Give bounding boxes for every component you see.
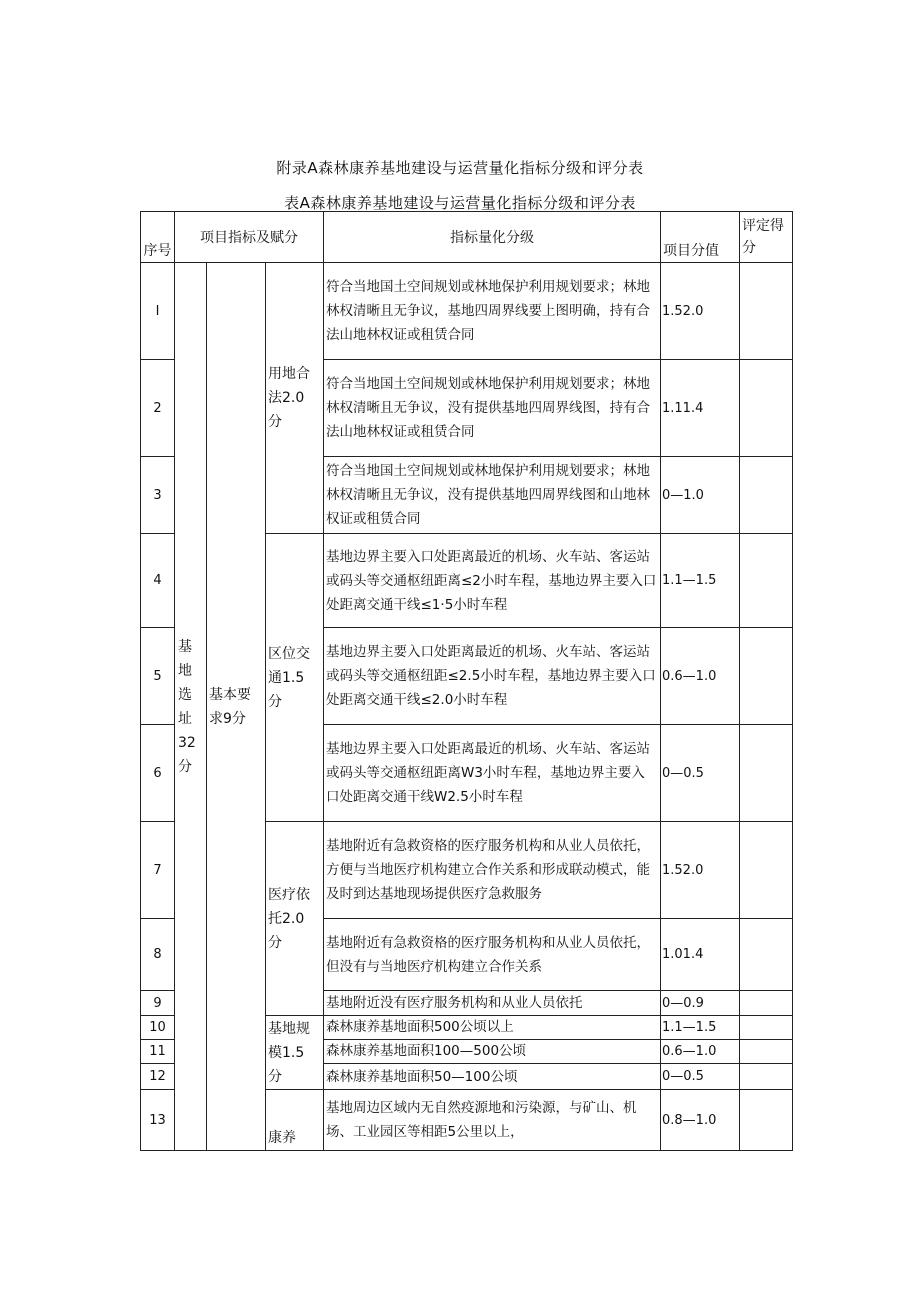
evaluation-cell[interactable] <box>740 1040 793 1064</box>
seq-cell: 9 <box>141 991 175 1016</box>
category-location: 区位交通1.5分 <box>266 534 324 822</box>
page-title: 附录A森林康养基地建设与运营量化指标分级和评分表 <box>276 159 644 177</box>
seq-cell: 12 <box>141 1064 175 1090</box>
category-level1: 基地选址32分 <box>175 263 207 1151</box>
header-score: 项目分值 <box>661 212 740 263</box>
grading-desc: 森林康养基地面积50—100公顷 <box>324 1064 661 1090</box>
seq-cell: 11 <box>141 1040 175 1064</box>
score-cell: 0—0.5 <box>661 725 740 822</box>
evaluation-cell[interactable] <box>740 822 793 919</box>
grading-desc: 森林康养基地面积500公顷以上 <box>324 1016 661 1040</box>
score-cell: 1.11.4 <box>661 360 740 457</box>
score-cell: 1.52.0 <box>661 263 740 360</box>
scoring-table <box>140 211 793 1151</box>
seq-cell: 6 <box>141 725 175 822</box>
evaluation-cell[interactable] <box>740 991 793 1016</box>
seq-cell: 8 <box>141 919 175 991</box>
seq-cell: 5 <box>141 628 175 725</box>
score-cell: 0.6—1.0 <box>661 1040 740 1064</box>
grading-desc: 基地周边区域内无自然疫源地和污染源，与矿山、机场、工业园区等相距5公里以上， <box>324 1090 661 1151</box>
grading-desc: 符合当地国土空间规划或林地保护利用规划要求；林地林权清晰且无争议，没有提供基地四周界线图和山地林权证或租赁合同 <box>324 457 661 534</box>
evaluation-cell[interactable] <box>740 1090 793 1151</box>
evaluation-cell[interactable] <box>740 360 793 457</box>
seq-cell: 3 <box>141 457 175 534</box>
table-row <box>141 263 793 360</box>
category-scale: 基地规模1.5分 <box>266 1016 324 1090</box>
category-health: 康养 <box>266 1090 324 1151</box>
grading-desc: 森林康养基地面积100—500公顷 <box>324 1040 661 1064</box>
seq-cell: 2 <box>141 360 175 457</box>
score-cell: 1.1—1.5 <box>661 534 740 628</box>
grading-desc: 符合当地国土空间规划或林地保护利用规划要求；林地林权清晰且无争议，没有提供基地四周界线图，持有合法山地林权证或租赁合同 <box>324 360 661 457</box>
header-evaluation: 评定得分 <box>740 212 793 263</box>
grading-desc: 基地附近没有医疗服务机构和从业人员依托 <box>324 991 661 1016</box>
evaluation-cell[interactable] <box>740 725 793 822</box>
evaluation-cell[interactable] <box>740 1064 793 1090</box>
evaluation-cell[interactable] <box>740 1016 793 1040</box>
seq-cell: 13 <box>141 1090 175 1151</box>
grading-desc: 基地边界主要入口处距离最近的机场、火车站、客运站或码头等交通枢纽距离≤2小时车程，基地边界主要入口处距离交通干线≤1·5小时车程 <box>324 534 661 628</box>
seq-cell: I <box>141 263 175 360</box>
score-cell: 1.52.0 <box>661 822 740 919</box>
score-cell: 0—0.9 <box>661 991 740 1016</box>
seq-cell: 10 <box>141 1016 175 1040</box>
evaluation-cell[interactable] <box>740 628 793 725</box>
evaluation-cell[interactable] <box>740 919 793 991</box>
score-cell: 0.6—1.0 <box>661 628 740 725</box>
grading-desc: 基地附近有急救资格的医疗服务机构和从业人员依托，方便与当地医疗机构建立合作关系和形成联动模式，能及时到达基地现场提供医疗急救服务 <box>324 822 661 919</box>
category-medical: 医疗依托2.0分 <box>266 822 324 1016</box>
header-indicator: 项目指标及赋分 <box>175 212 324 263</box>
header-grading: 指标量化分级 <box>324 212 661 263</box>
seq-cell: 4 <box>141 534 175 628</box>
score-cell: 1.1—1.5 <box>661 1016 740 1040</box>
header-row <box>141 212 793 263</box>
table-title: 表A森林康养基地建设与运营量化指标分级和评分表 <box>284 194 636 212</box>
grading-desc: 基地边界主要入口处距离最近的机场、火车站、客运站或码头等交通枢纽距≤2.5小时车程，基地边界主要入口处距离交通干线≤2.0小时车程 <box>324 628 661 725</box>
grading-desc: 基地附近有急救资格的医疗服务机构和从业人员依托，但没有与当地医疗机构建立合作关系 <box>324 919 661 991</box>
seq-cell: 7 <box>141 822 175 919</box>
category-land: 用地合法2.0分 <box>266 263 324 534</box>
score-cell: 0—1.0 <box>661 457 740 534</box>
score-cell: 0—0.5 <box>661 1064 740 1090</box>
category-level2: 基本要求9分 <box>207 263 266 1151</box>
evaluation-cell[interactable] <box>740 534 793 628</box>
score-cell: 0.8—1.0 <box>661 1090 740 1151</box>
evaluation-cell[interactable] <box>740 457 793 534</box>
header-seq: 序号 <box>141 212 175 263</box>
score-cell: 1.01.4 <box>661 919 740 991</box>
grading-desc: 符合当地国土空间规划或林地保护利用规划要求；林地林权清晰且无争议，基地四周界线要上图明确，持有合法山地林权证或租赁合同 <box>324 263 661 360</box>
grading-desc: 基地边界主要入口处距离最近的机场、火车站、客运站或码头等交通枢纽距离W3小时车程，基地边界主要入口处距离交通干线W2.5小时车程 <box>324 725 661 822</box>
evaluation-cell[interactable] <box>740 263 793 360</box>
